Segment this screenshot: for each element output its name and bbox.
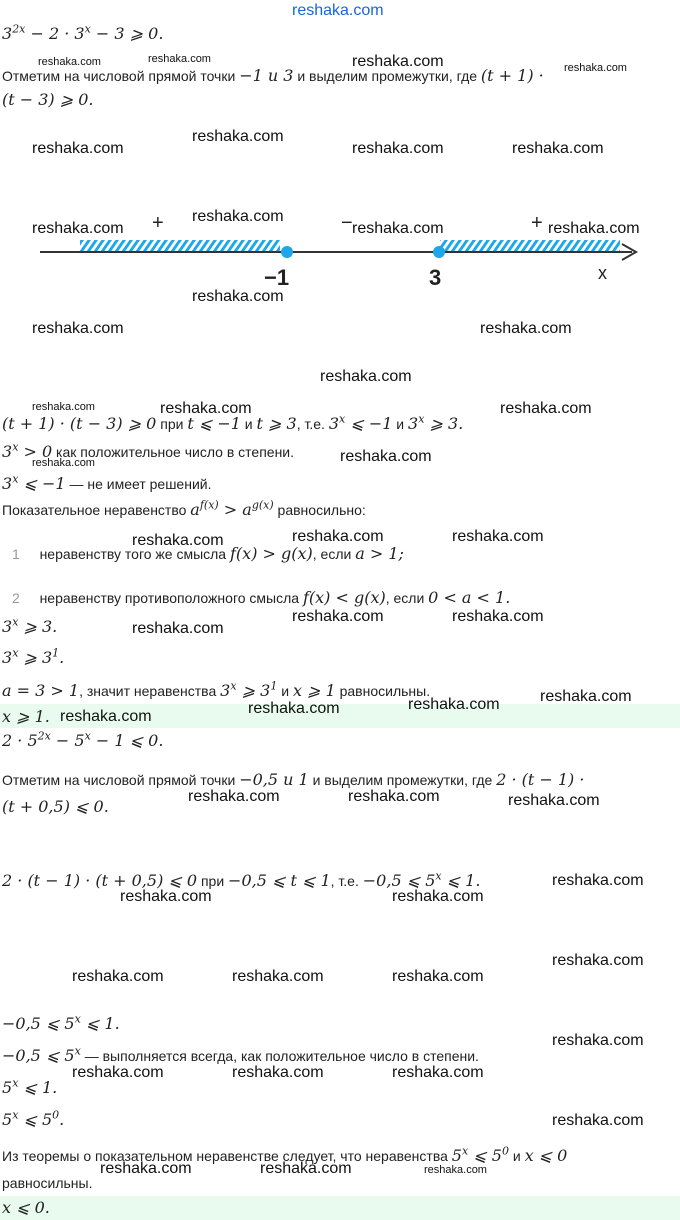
watermark: reshaka.com xyxy=(260,1160,352,1177)
watermark: reshaka.com xyxy=(548,220,640,237)
point-minus-1 xyxy=(281,246,293,258)
watermark: reshaka.com xyxy=(292,528,384,545)
watermark: reshaka.com xyxy=(408,696,500,713)
watermark: reshaka.com xyxy=(60,708,152,725)
watermark: reshaka.com xyxy=(100,1160,192,1177)
watermark: reshaka.com xyxy=(192,128,284,145)
watermark: reshaka.com xyxy=(512,140,604,157)
watermark: reshaka.com xyxy=(392,968,484,985)
sign-left: + xyxy=(152,212,164,234)
step-1: 3$^x$ ⩾ 3. xyxy=(2,615,58,636)
watermark: reshaka.com xyxy=(148,53,211,65)
watermark: reshaka.com xyxy=(32,140,124,157)
watermark: reshaka.com xyxy=(72,968,164,985)
watermark: reshaka.com xyxy=(32,401,95,413)
equivalence-intro: Показательное неравенство $a^{f(x)} > a^{g(x)}$ равносильно: xyxy=(2,498,366,519)
watermark: reshaka.com xyxy=(500,400,592,417)
condition-1: (t + 1) · (t − 3) ⩾ 0 при t ⩽ −1 и t ⩾ 3, т.е. 3$^x$ ⩽ −1 и 3$^x$ ⩾ 3. xyxy=(2,412,464,433)
watermark: reshaka.com xyxy=(32,220,124,237)
mark-line-1: Отметим на числовой прямой точки −1 и 3 и выделим промежутки, где (t + 1) · xyxy=(2,66,544,85)
watermark: reshaka.com xyxy=(120,888,212,905)
step-7: 5$^x$ ⩽ $5^0$. xyxy=(2,1108,65,1129)
watermark: reshaka.com xyxy=(348,788,440,805)
theorem-line-cont: равносильны. xyxy=(2,1175,93,1191)
step-3: a = 3 > 1, значит неравенства 3$^x$ ⩾ $3^1$ и x ⩾ 1 равносильны. xyxy=(2,679,431,700)
mark-line-2-cont: (t + 0,5) ⩽ 0. xyxy=(2,797,109,816)
hatch-right xyxy=(440,240,620,252)
label-minus-1: −1 xyxy=(264,265,290,290)
answer-2: x ⩽ 0. xyxy=(2,1198,50,1217)
watermark: reshaka.com xyxy=(552,1032,644,1049)
label-3: 3 xyxy=(429,265,442,290)
answer-highlight-2 xyxy=(0,1196,680,1220)
watermark: reshaka.com xyxy=(340,448,432,465)
mark-line-1-cont: (t − 3) ⩾ 0. xyxy=(2,90,94,109)
watermark: reshaka.com xyxy=(552,952,644,969)
watermark: reshaka.com xyxy=(320,368,412,385)
point-3 xyxy=(433,246,445,258)
watermark: reshaka.com xyxy=(564,62,627,74)
step-5: −0,5 ⩽ 5$^x$ — выполняется всегда, как положительное число в степени. xyxy=(2,1044,479,1065)
watermark: reshaka.com xyxy=(132,532,224,549)
watermark: reshaka.com xyxy=(452,528,544,545)
mark-line-2: Отметим на числовой прямой точки −0,5 и 1 и выделим промежутки, где 2 · (t − 1) · xyxy=(2,770,585,789)
watermark: reshaka.com xyxy=(540,688,632,705)
step-4: −0,5 ⩽ 5$^x$ ⩽ 1. xyxy=(2,1012,120,1033)
equation-1: $3^{2x} - 2 \cdot 3^x - 3$ ⩾ 0. xyxy=(2,22,164,43)
watermark: reshaka.com xyxy=(38,56,101,68)
watermark: reshaka.com xyxy=(132,620,224,637)
theorem-line: Из теоремы о показательном неравенстве следует, что неравенства 5$^x$ ⩽ $5^0$ и x ⩽ 0 xyxy=(2,1144,568,1165)
equation-2: $2 \cdot 5^{2x} - 5^x - 1$ ⩽ 0. xyxy=(2,729,164,750)
watermark: reshaka.com xyxy=(32,320,124,337)
watermark: reshaka.com xyxy=(160,400,252,417)
no-solution-note: 3$^x$ ⩽ −1 — не имеет решений. xyxy=(2,472,212,493)
watermark: reshaka.com xyxy=(232,968,324,985)
list-item-2: 2 неравенству противоположного смысла f(x) < g(x), если 0 < a < 1. xyxy=(12,588,511,607)
sign-right: + xyxy=(531,212,543,234)
answer-1: x ⩾ 1. xyxy=(2,707,50,726)
watermark: reshaka.com xyxy=(292,608,384,625)
step-6: 5$^x$ ⩽ 1. xyxy=(2,1076,58,1097)
label-x: x xyxy=(598,263,607,283)
step-2: 3$^x$ ⩾ $3^1$. xyxy=(2,646,65,667)
watermark: reshaka.com xyxy=(352,140,444,157)
list-item-1: 1 неравенству того же смысла f(x) > g(x), если a > 1; xyxy=(12,544,404,563)
watermark: reshaka.com xyxy=(72,1064,164,1081)
watermark: reshaka.com xyxy=(188,788,280,805)
watermark: reshaka.com xyxy=(232,1064,324,1081)
hatch-left xyxy=(80,240,280,252)
watermark: reshaka.com xyxy=(480,320,572,337)
watermark: reshaka.com xyxy=(552,1112,644,1129)
watermark: reshaka.com xyxy=(392,1064,484,1081)
watermark: reshaka.com xyxy=(352,220,444,237)
watermark: reshaka.com xyxy=(32,457,95,469)
watermark: reshaka.com xyxy=(192,288,284,305)
condition-2: 2 · (t − 1) · (t + 0,5) ⩽ 0 при −0,5 ⩽ t ⩽ 1, т.е. −0,5 ⩽ 5$^x$ ⩽ 1. xyxy=(2,869,481,890)
watermark: reshaka.com xyxy=(392,888,484,905)
watermark: reshaka.com xyxy=(508,792,600,809)
watermark: reshaka.com xyxy=(352,53,444,70)
watermark: reshaka.com xyxy=(192,208,284,225)
watermark-top: reshaka.com xyxy=(292,2,384,19)
watermark: reshaka.com xyxy=(248,700,340,717)
number-line xyxy=(0,195,680,305)
watermark: reshaka.com xyxy=(552,872,644,889)
watermark: reshaka.com xyxy=(452,608,544,625)
positive-note: $3^x > 0$ как положительное число в степени. xyxy=(2,440,295,461)
sign-mid: − xyxy=(341,212,353,234)
watermark: reshaka.com xyxy=(424,1164,487,1176)
